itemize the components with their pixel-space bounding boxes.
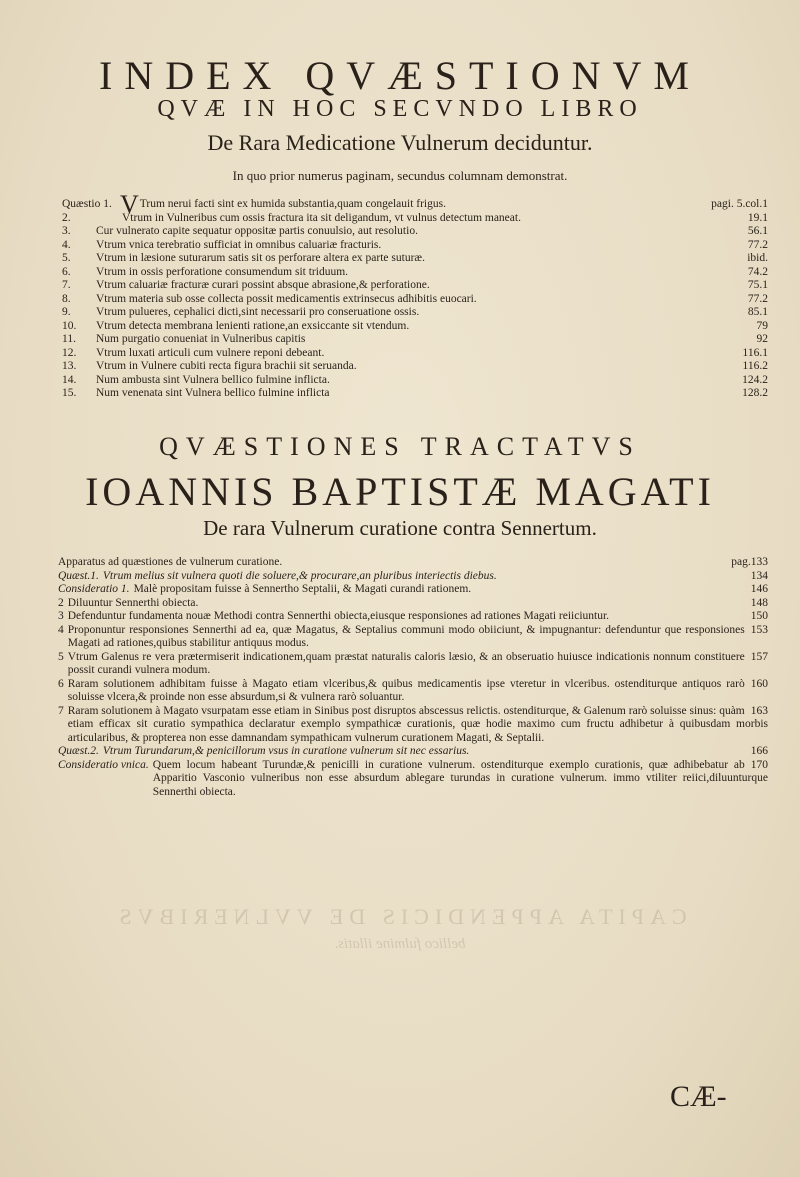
- entry-text: Proponuntur responsiones Sennerthi ad ea, quæ Magatus, & Septalius communi modo obiiciunt, & impugnantur: defenduntur que responsiones Magati ad rationes,quibus stabilitur antiquus modus.: [67, 623, 745, 649]
- question-number: 3.: [62, 225, 71, 237]
- question-text-body: Vtrum in læsione suturarum satis sit os perforare altera ex parte suturæ.: [96, 252, 425, 264]
- page-reference: 116.1: [742, 346, 768, 359]
- page-reference: 56.1: [747, 225, 768, 237]
- question-number: 13.: [62, 360, 77, 372]
- page-reference: 77.2: [747, 292, 768, 305]
- page-reference: 163: [750, 704, 768, 717]
- page-reference: 134: [750, 569, 768, 582]
- entry-label: Consideratio 1.: [58, 583, 130, 595]
- question-number: 7.: [62, 279, 71, 291]
- question-row: [62, 374, 768, 388]
- entry-text: Vtrum Turundarum,& penicillorum vsus in curatione vulnerum sit nec essarius.: [102, 745, 470, 757]
- question-text-body: Num venenata sint Vulnera bellico fulmine inflicta: [96, 387, 330, 399]
- section-title: QVÆSTIONES TRACTATVS: [159, 432, 641, 461]
- entry-text: Malè propositam fuisse à Sennertho Septalii, & Magati curandi rationem.: [133, 583, 472, 595]
- question-text: [92, 333, 751, 347]
- question-text: [92, 212, 742, 226]
- entry-label: 5: [58, 650, 64, 663]
- treatise-entry: [58, 570, 768, 584]
- question-row: [62, 387, 768, 401]
- page-reference: 77.2: [747, 238, 768, 251]
- page-reference: pagi. 5.col.1: [711, 198, 768, 210]
- entry-label: Consideratio vnica.: [58, 758, 149, 771]
- entry-body: [68, 678, 768, 705]
- entry-body: [103, 570, 768, 584]
- entry-body: [134, 583, 768, 597]
- treatise-entry: [58, 678, 768, 705]
- page-reference: 150: [750, 610, 768, 622]
- question-row: [62, 306, 768, 320]
- question-number: 6.: [62, 265, 71, 278]
- entry-body: [153, 759, 768, 800]
- question-text-body: Vtrum detecta membrana lenienti ratione,an exsiccante sit vtendum.: [96, 319, 410, 332]
- question-text-body: Vtrum in Vulnere cubiti recta figura brachii sit seruanda.: [96, 360, 357, 372]
- question-row: [62, 347, 768, 361]
- treatise-entry: [58, 624, 768, 651]
- question-list: [62, 190, 768, 401]
- entry-body: [68, 610, 768, 624]
- entry-label: 3: [58, 610, 64, 622]
- question-row: [62, 320, 768, 334]
- question-number: 9.: [62, 306, 71, 318]
- question-text: [92, 306, 742, 320]
- entry-label: 4: [58, 623, 64, 636]
- index-heading: De Rara Medicatione Vulnerum deciduntur.: [207, 130, 593, 155]
- page-reference: 75.1: [747, 279, 768, 291]
- question-text-body: Trum nerui facti sint ex humida substantia,quam congelauit frigus.: [139, 198, 446, 210]
- page-reference: 92: [756, 333, 768, 345]
- question-text: [92, 387, 736, 401]
- entry-text: Raram solutionem adhibitam fuisse à Magato etiam vlceribus,& quibus medicamentis ipse vteretur in vlceribus. ostenditurque antiquos rarò soluisse vlcera,& proinde non esse absurdum,si & vulnera rarò soluantur.: [67, 677, 745, 703]
- page-reference: 124.2: [742, 373, 768, 386]
- question-text: [92, 347, 737, 361]
- question-row: [62, 239, 768, 253]
- treatise-entry: [58, 556, 768, 570]
- question-text-body: Cur vulnerato capite sequatur oppositæ partis conuulsio, aut resolutio.: [96, 225, 418, 237]
- index-subtitle: QVÆ IN HOC SECVNDO LIBRO: [157, 96, 643, 122]
- entry-label: 6: [58, 677, 64, 690]
- entry-body: [68, 624, 768, 651]
- question-text-body: Vtrum luxati articuli cum vulnere reponi debeant.: [96, 346, 325, 359]
- question-number: 4.: [62, 238, 71, 251]
- entry-body: [68, 705, 768, 746]
- page-reference: 128.2: [742, 387, 768, 399]
- question-number: 12.: [62, 346, 77, 359]
- page-reference: 74.2: [747, 265, 768, 278]
- catchword: CÆ-: [670, 1080, 727, 1113]
- question-number: 14.: [62, 373, 77, 386]
- treatise-entry: [58, 705, 768, 746]
- question-text-body: Vtrum caluariæ fracturæ curari possint absque abrasione,& perforatione.: [96, 279, 430, 291]
- entry-body: [68, 597, 768, 611]
- question-row: [62, 212, 768, 226]
- question-text: [92, 252, 741, 266]
- bleed-through-subheading: bellico fulmine illatis.: [334, 936, 466, 952]
- treatise-entry: [58, 651, 768, 678]
- page-reference: 153: [750, 623, 768, 636]
- question-text: [92, 225, 742, 239]
- treatise-list: [58, 556, 768, 799]
- question-text-body: Num ambusta sint Vulnera bellico fulmine inflicta.: [96, 373, 330, 386]
- entry-text: Raram solutionem à Magato vsurpatam esse etiam in Sinibus post disruptos abscessus relictis. ostenditurque, & Galenum rarò soluisse sinus: quàm etiam efficax sit curatio sympathica declaratur exemplo sympathicæ curationis, quæ hodie maximo cum fructu adhibetur à quibusdam morbis articularibus, & propterea non esse damnandam sympathicam vulnerum curationem Magati, & Septalii.: [67, 704, 768, 744]
- question-text: [92, 266, 742, 280]
- entry-text: Vtrum melius sit vulnera quoti die soluere,& procurare,an pluribus interiectis diebus.: [102, 569, 497, 582]
- question-text-body: Num purgatio conueniat in Vulneribus capitis: [96, 333, 306, 345]
- page-reference: 146: [750, 583, 768, 595]
- entry-label: Quæst.1.: [58, 569, 99, 582]
- question-text-body: Vtrum in Vulneribus cum ossis fractura ita sit deligandum, vt vulnus detectum maneat.: [122, 211, 521, 224]
- question-number: 8.: [62, 292, 71, 305]
- question-row: [62, 279, 768, 293]
- question-number: 2.: [62, 211, 71, 224]
- entry-text: Diluuntur Sennerthi obiecta.: [67, 596, 199, 609]
- page-reference: ibid.: [747, 252, 768, 264]
- page-reference: 116.2: [742, 360, 768, 372]
- entry-label: Quæst.2.: [58, 745, 99, 757]
- question-number: 5.: [62, 252, 71, 264]
- treatise-entry: [58, 745, 768, 759]
- drop-capital: V: [120, 190, 139, 219]
- question-text-body: Vtrum in ossis perforatione consumendum sit triduum.: [96, 265, 349, 278]
- question-text: [92, 374, 736, 388]
- question-text-body: Vtrum pulueres, cephalici dicti,sint necessarii pro conseruatione ossis.: [96, 306, 420, 318]
- question-number: Quæstio 1.: [62, 198, 112, 210]
- entry-body: [58, 556, 768, 570]
- question-row: [62, 360, 768, 374]
- question-text: [92, 279, 742, 293]
- entry-body: [68, 651, 768, 678]
- index-title: INDEX QVÆSTIONVM: [99, 53, 701, 98]
- question-text-body: Vtrum materia sub osse collecta possit medicamentis extrinsecus adhibitis euocari.: [96, 292, 477, 305]
- page-reference: 19.1: [747, 211, 768, 224]
- question-number: 15.: [62, 387, 77, 399]
- question-row: [62, 225, 768, 239]
- page-reference: 166: [750, 745, 768, 757]
- page-reference: 85.1: [747, 306, 768, 318]
- page-reference: 160: [750, 677, 768, 690]
- question-row: [62, 266, 768, 280]
- question-row: [62, 293, 768, 307]
- entry-text: Quem locum habeant Turundæ,& penicilli in curatione vulnerum. ostenditurque exemplo curationis, quæ adhibebatur ab Apparitio Vasconio vulneribus non esse absurdum ablegare turundas in curatione vulnerum. immo vtiliter reiici,diluunturque Sennerthi obiecta.: [152, 758, 768, 798]
- treatise-entry: [58, 583, 768, 597]
- question-text: [92, 293, 742, 307]
- page-reference: 79: [756, 319, 768, 332]
- treatise-entry: [58, 759, 768, 800]
- question-text: [92, 360, 737, 374]
- entry-body: [103, 745, 768, 759]
- question-row: [62, 252, 768, 266]
- entry-text: Vtrum Galenus re vera prætermiserit indicationem,quam præstat naturalis caloris læsio, & an obseruatio huiusce indicationis nonnum constituere possit curandi vulnera modum.: [67, 650, 745, 676]
- page-reference: 170: [750, 758, 768, 771]
- treatise-entry: [58, 597, 768, 611]
- entry-text: Apparatus ad quæstiones de vulnerum curatione.: [58, 556, 283, 568]
- index-note: In quo prior numerus paginam, secundus columnam demonstrat.: [232, 168, 568, 183]
- entry-text: Defenduntur fundamenta nouæ Methodi contra Sennerthi obiecta,eiusque responsiones ad rationes Magati reiiciuntur.: [67, 610, 610, 622]
- question-text: [92, 239, 742, 253]
- entry-label: 7: [58, 704, 64, 717]
- question-text: [92, 320, 751, 334]
- question-number: 11.: [62, 333, 76, 345]
- question-number: 10.: [62, 319, 77, 332]
- question-text-body: Vtrum vnica terebratio sufficiat in omnibus caluariæ fracturis.: [96, 238, 382, 251]
- page-reference: 148: [750, 596, 768, 609]
- question-row: [62, 333, 768, 347]
- bleed-through-heading: CAPITA APPENDICIS DE VVLNERIBVS: [113, 904, 687, 929]
- page-reference: pag.133: [731, 556, 768, 568]
- page-reference: 157: [750, 650, 768, 663]
- treatise-entry: [58, 610, 768, 624]
- section-subtitle: De rara Vulnerum curatione contra Sennertum.: [203, 516, 597, 540]
- author-name: IOANNIS BAPTISTÆ MAGATI: [85, 469, 715, 514]
- entry-label: 2: [58, 596, 64, 609]
